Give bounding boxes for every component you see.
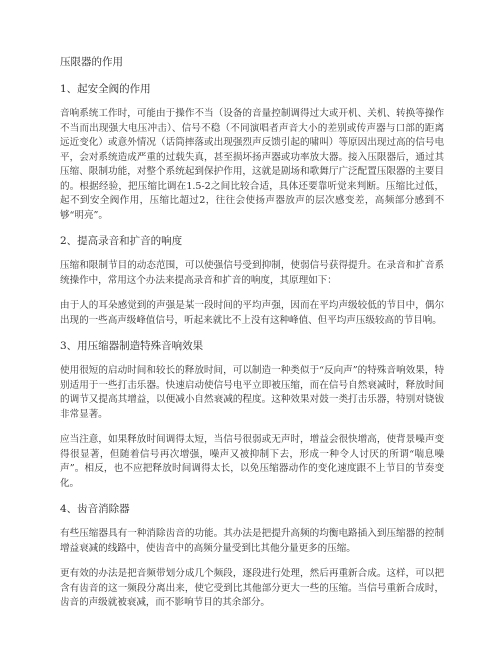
paragraph: 使用很短的启动时间和较长的释放时间，可以制造一种类似于“反向声”的特殊音响效果，特别适用于一些打击乐器。快速启动使信号电平立即被压缩，而在信号自然衰减时，释放时间的调节又提高其增益，以便减小自然衰减的程度。这种效果对鼓一类打击乐器，特别对铙钹非常显著。 bbox=[60, 365, 444, 420]
document-page bbox=[60, 55, 444, 622]
section-heading: 4、齿音消除器 bbox=[60, 503, 130, 515]
section-heading: 2、提高录音和扩音的响度 bbox=[60, 235, 183, 247]
paragraph: 由于人的耳朵感觉到的声强是某一段时间的平均声强，因而在平均声级较低的节目中，偶尔出现的一些高声级峰值信号，听起来就比不上没有这种峰值、但平均声压级较高的节目响。 bbox=[60, 300, 444, 326]
paragraph: 音响系统工作时，可能由于操作不当（设备的音量控制调得过大或开机、关机、转换等操作不当而出现强大电压冲击）、信号不稳（不同演唱者声音大小的差别或传声器与口部的距离远近变化）或意外情况（话筒摔落或出现强烈声反馈引起的啸叫）等原因出现过高的信号电平，会对系统造成严重的过载失真，甚至损坏扬声器或功率放大器。接入压限器后，通过其压缩、限制功能，对整个系统起到保护作用，这就是剧场和歌舞厅广泛配置压限器的主要目的。根据经验，把压缩比调在1.5-2之间比较合适，具体还要靠听觉来判断。压缩比过低，起不到安全阀作用，压缩比超过2，往往会使扬声器放声的层次感变差，高频部分感到不够“明亮”。 bbox=[60, 108, 444, 221]
paragraph: 更有效的办法是把音频带划分成几个频段，逐段进行处理，然后再重新合成。这样，可以把含有齿音的这一频段分离出来，使它受到比其他部分更大一些的压缩。当信号重新合成时，齿音的声级就被衰减，而不影响节目的其余部分。 bbox=[60, 568, 444, 608]
paragraph: 有些压缩器具有一种消除齿音的功能。其办法是把提升高频的均衡电路插入到压缩器的控制增益衰减的线路中，使齿音中的高频分量受到比其他分量更多的压缩。 bbox=[60, 528, 444, 554]
section-de-esser bbox=[60, 502, 444, 611]
paragraph: 压缩和限制节目的动态范围，可以使强信号受到抑制，使弱信号获得提升。在录音和扩音系统操作中，常用这个办法来提高录音和扩音的响度，其原理如下： bbox=[60, 260, 444, 286]
section-heading: 3、用压缩器制造特殊音响效果 bbox=[60, 340, 204, 352]
section-loudness bbox=[60, 234, 444, 328]
document-title: 压限器的作用 bbox=[60, 56, 123, 68]
paragraph: 应当注意，如果释放时间调得太短，当信号很弱或无声时，增益会很快增高，使背景噪声变得很显著，但随着信号再次增强，噪声又被抑制下去，形成一种令人讨厌的所谓“喘息噪声”。相反，也不应把释放时间调得太长，以免压缩器动作的变化速度跟不上节目的节奏变化。 bbox=[60, 434, 444, 489]
section-safety-valve bbox=[60, 82, 444, 223]
section-heading: 1、起安全阀的作用 bbox=[60, 83, 151, 95]
section-special-effects bbox=[60, 339, 444, 491]
